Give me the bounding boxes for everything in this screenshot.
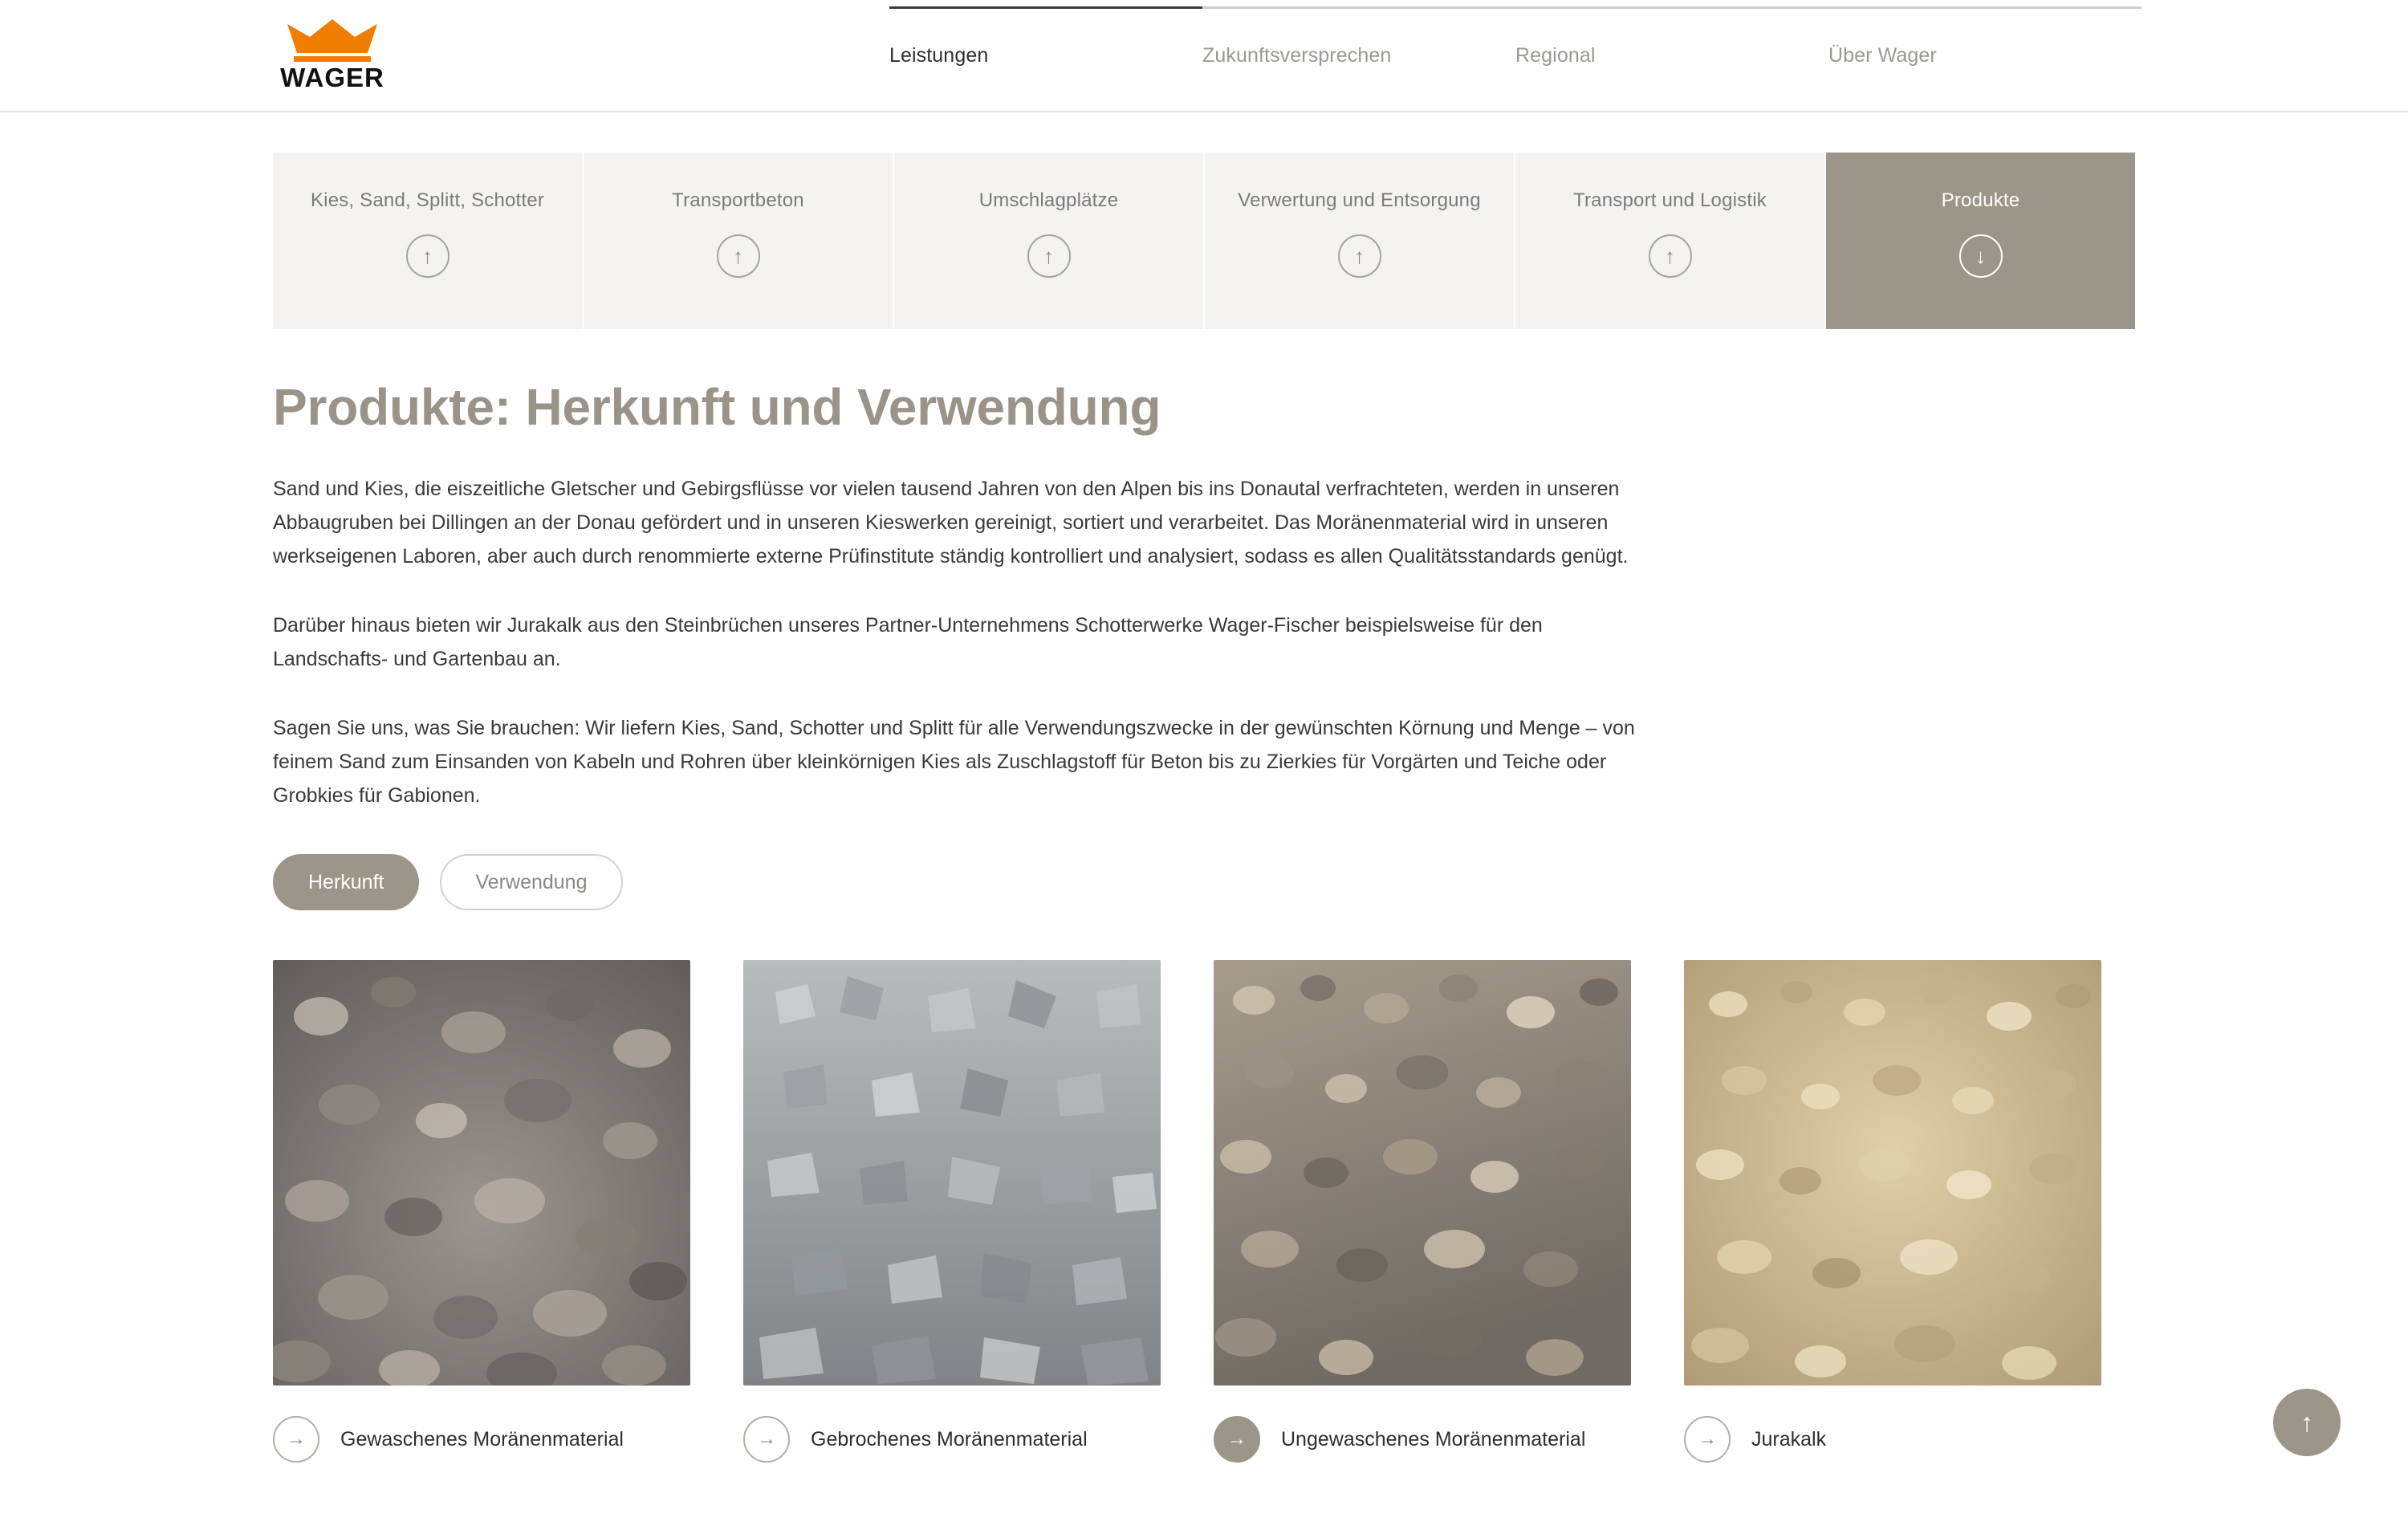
arrow-right-icon[interactable]: →	[1684, 1416, 1731, 1463]
product-card-label: Ungewaschenes Moränenmaterial	[1281, 1427, 1586, 1451]
product-image-washed-gravel	[273, 960, 690, 1386]
jurassic-limestone-photo	[1684, 960, 2101, 1386]
nav-item-label: Zukunftsversprechen	[1202, 44, 1392, 67]
filter-herkunft-button[interactable]: Herkunft	[273, 854, 419, 910]
filter-toggle-group	[273, 854, 2135, 910]
main-navigation	[889, 6, 2142, 67]
product-card[interactable]	[743, 960, 1161, 1463]
arrow-right-icon[interactable]: →	[273, 1416, 319, 1463]
nav-item-regional[interactable]	[1515, 6, 1828, 67]
arrow-up-icon: ↑	[406, 234, 449, 278]
site-header	[0, 0, 2408, 112]
tab-label: Transport und Logistik	[1573, 189, 1767, 211]
service-tabs	[273, 153, 2135, 329]
nav-item-label: Leistungen	[889, 44, 989, 67]
product-card-caption[interactable]	[1214, 1416, 1631, 1463]
arrow-down-icon: ↓	[1959, 234, 2003, 278]
nav-item-leistungen[interactable]	[889, 6, 1202, 67]
arrow-right-icon[interactable]: →	[1214, 1416, 1260, 1463]
crushed-gravel-photo	[743, 960, 1161, 1386]
product-card-caption[interactable]	[273, 1416, 690, 1463]
nav-item-label: Über Wager	[1828, 44, 1937, 67]
tab-label: Transportbeton	[672, 189, 804, 211]
page-title: Produkte: Herkunft und Verwendung	[273, 378, 1161, 436]
tab-label: Verwertung und Entsorgung	[1238, 189, 1481, 211]
wager-crown-logo	[265, 18, 401, 95]
product-card-label: Gebrochenes Moränenmaterial	[811, 1427, 1088, 1451]
arrow-up-icon: ↑	[1027, 234, 1071, 278]
product-image-crushed-gravel	[743, 960, 1161, 1386]
main-content	[273, 377, 2135, 1463]
washed-gravel-photo	[273, 960, 690, 1386]
tab-label: Produkte	[1941, 189, 2020, 211]
arrow-up-icon: ↑	[717, 234, 760, 278]
product-card-grid	[273, 960, 2135, 1463]
tab-kies-sand-splitt-schotter[interactable]	[273, 153, 584, 329]
intro-paragraph-3: Sagen Sie uns, was Sie brauchen: Wir liefern Kies, Sand, Schotter und Splitt für alle Verwendungszwecke in der gewünschten Körnung und Menge – von feinem Sand zum Einsanden von Kabeln und Rohren über kleinkörnigen Kies als Zuschlagstoff für Beton bis zu Zierkies für Vorgärten und Teiche oder Grobkies für Gabionen.	[273, 717, 1635, 807]
nav-item-label: Regional	[1515, 44, 1596, 67]
tab-umschlagplaetze[interactable]	[894, 153, 1205, 329]
intro-paragraph-2: Darüber hinaus bieten wir Jurakalk aus den Steinbrüchen unseres Partner-Unternehmens Schotterwerke Wager-Fischer beispielsweise für den Landschafts- und Gartenbau an.	[273, 614, 1543, 670]
filter-verwendung-button[interactable]: Verwendung	[440, 854, 622, 910]
svg-text:WAGER: WAGER	[280, 63, 384, 92]
logo[interactable]	[265, 18, 401, 95]
tab-verwertung-und-entsorgung[interactable]	[1205, 153, 1515, 329]
unwashed-gravel-photo	[1214, 960, 1631, 1386]
tab-label: Umschlagplätze	[978, 189, 1119, 211]
intro-paragraph-1: Sand und Kies, die eiszeitliche Gletscher und Gebirgsflüsse vor vielen tausend Jahren von den Alpen bis ins Donautal verfrachteten, werden in unseren Abbaugruben bei Dillingen an der Donau gefördert und in unseren Kieswerken gereinigt, sortiert und verarbeitet. Das Moränenmaterial wird in unseren werkseigenen Laboren, aber auch durch renommierte externe Prüfinstitute ständig kontrolliert und analysiert, sodass es allen Qualitätsstandards genügt.	[273, 478, 1629, 568]
nav-item-ueber-wager[interactable]	[1828, 6, 2142, 67]
tab-transport-und-logistik[interactable]	[1515, 153, 1826, 329]
nav-item-zukunftsversprechen[interactable]	[1202, 6, 1515, 67]
product-image-unwashed-gravel	[1214, 960, 1631, 1386]
arrow-up-icon: ↑	[1649, 234, 1692, 278]
tab-label: Kies, Sand, Splitt, Schotter	[310, 189, 545, 211]
arrow-up-icon: ↑	[2300, 1407, 2313, 1437]
product-card[interactable]	[273, 960, 690, 1463]
product-image-jurakalk	[1684, 960, 2101, 1386]
tab-transportbeton[interactable]	[584, 153, 894, 329]
product-card-label: Gewaschenes Moränenmaterial	[340, 1427, 624, 1451]
product-card-caption[interactable]	[743, 1416, 1161, 1463]
tab-produkte[interactable]	[1826, 153, 2135, 329]
product-card[interactable]	[1214, 960, 1631, 1463]
arrow-right-icon[interactable]: →	[743, 1416, 790, 1463]
product-card-caption[interactable]	[1684, 1416, 2101, 1463]
arrow-up-icon: ↑	[1338, 234, 1381, 278]
back-to-top-button[interactable]	[2273, 1389, 2341, 1456]
product-card[interactable]	[1684, 960, 2101, 1463]
product-card-label: Jurakalk	[1751, 1427, 1827, 1451]
